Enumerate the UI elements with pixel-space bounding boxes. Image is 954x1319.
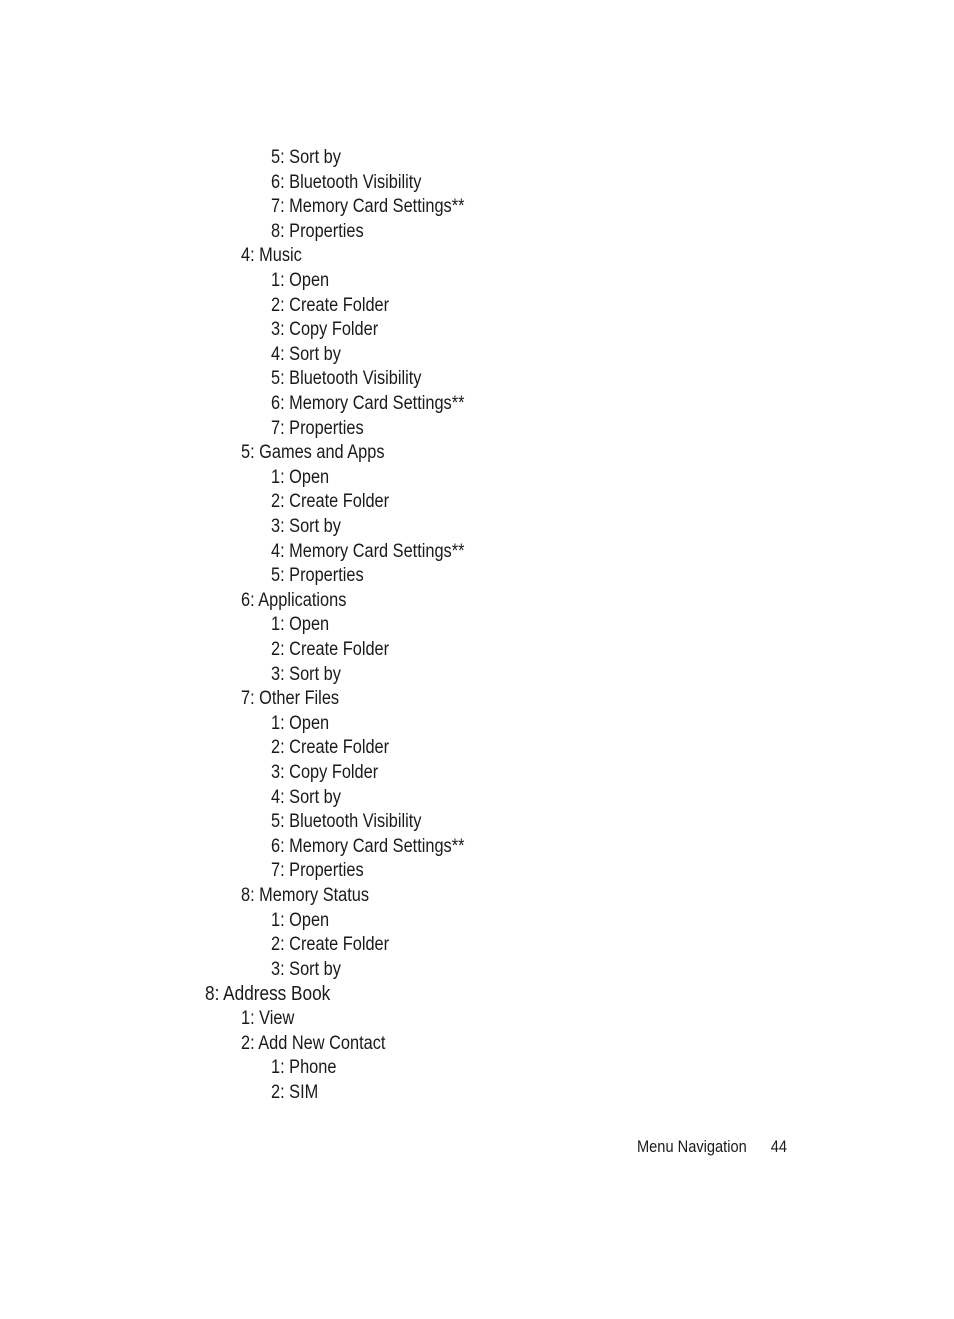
menu-item-level-3: 1: Open <box>271 909 330 931</box>
menu-item-level-3: 4: Memory Card Settings** <box>271 540 465 562</box>
menu-item-level-3: 3: Copy Folder <box>271 762 379 783</box>
menu-item-level-2: 7: Other Files <box>241 688 340 710</box>
menu-item-level-3: 7: Properties <box>271 860 364 882</box>
menu-item-level-1: 8: Address Book <box>205 983 331 1006</box>
footer-section-title: Menu Navigation <box>637 1137 747 1156</box>
menu-item-level-3: 3: Sort by <box>271 516 341 537</box>
menu-item-level-3: 7: Properties <box>271 417 364 439</box>
menu-item-level-3: 5: Sort by <box>271 147 341 168</box>
menu-item-level-3: 1: Open <box>271 270 330 291</box>
menu-item-level-2: 8: Memory Status <box>241 885 370 906</box>
menu-item-level-3: 2: Create Folder <box>271 639 390 660</box>
menu-item-level-3: 1: Open <box>271 466 330 488</box>
menu-item-level-2: 2: Add New Contact <box>241 1032 386 1054</box>
menu-item-level-3: 6: Memory Card Settings** <box>271 835 465 857</box>
menu-item-level-3: 3: Copy Folder <box>271 319 379 341</box>
page-footer <box>637 1137 787 1157</box>
menu-item-level-3: 5: Properties <box>271 565 364 587</box>
menu-item-level-3: 1: Open <box>271 712 330 734</box>
menu-item-level-3: 2: Create Folder <box>271 294 390 316</box>
menu-item-level-3: 4: Sort by <box>271 786 341 808</box>
menu-item-level-3: 2: Create Folder <box>271 491 390 513</box>
menu-item-level-3: 2: SIM <box>271 1081 319 1103</box>
menu-item-level-3: 3: Sort by <box>271 663 341 685</box>
menu-item-level-3: 1: Open <box>271 614 330 636</box>
menu-item-level-3: 6: Bluetooth Visibility <box>271 171 422 193</box>
menu-item-level-3: 8: Properties <box>271 220 364 242</box>
menu-item-level-3: 4: Sort by <box>271 343 341 365</box>
menu-item-level-3: 6: Memory Card Settings** <box>271 393 465 414</box>
menu-item-level-2: 4: Music <box>241 245 302 267</box>
menu-item-level-3: 2: Create Folder <box>271 737 390 759</box>
menu-item-level-3: 5: Bluetooth Visibility <box>271 368 422 390</box>
menu-item-level-3: 2: Create Folder <box>271 934 390 956</box>
menu-item-level-2: 5: Games and Apps <box>241 442 385 464</box>
menu-item-level-2: 1: View <box>241 1008 295 1029</box>
menu-item-level-2: 6: Applications <box>241 589 347 611</box>
page-number: 44 <box>770 1137 788 1156</box>
menu-item-level-3: 5: Bluetooth Visibility <box>271 811 422 833</box>
menu-item-level-3: 7: Memory Card Settings** <box>271 196 465 218</box>
menu-item-level-3: 1: Phone <box>271 1057 337 1079</box>
menu-item-level-3: 3: Sort by <box>271 958 341 980</box>
